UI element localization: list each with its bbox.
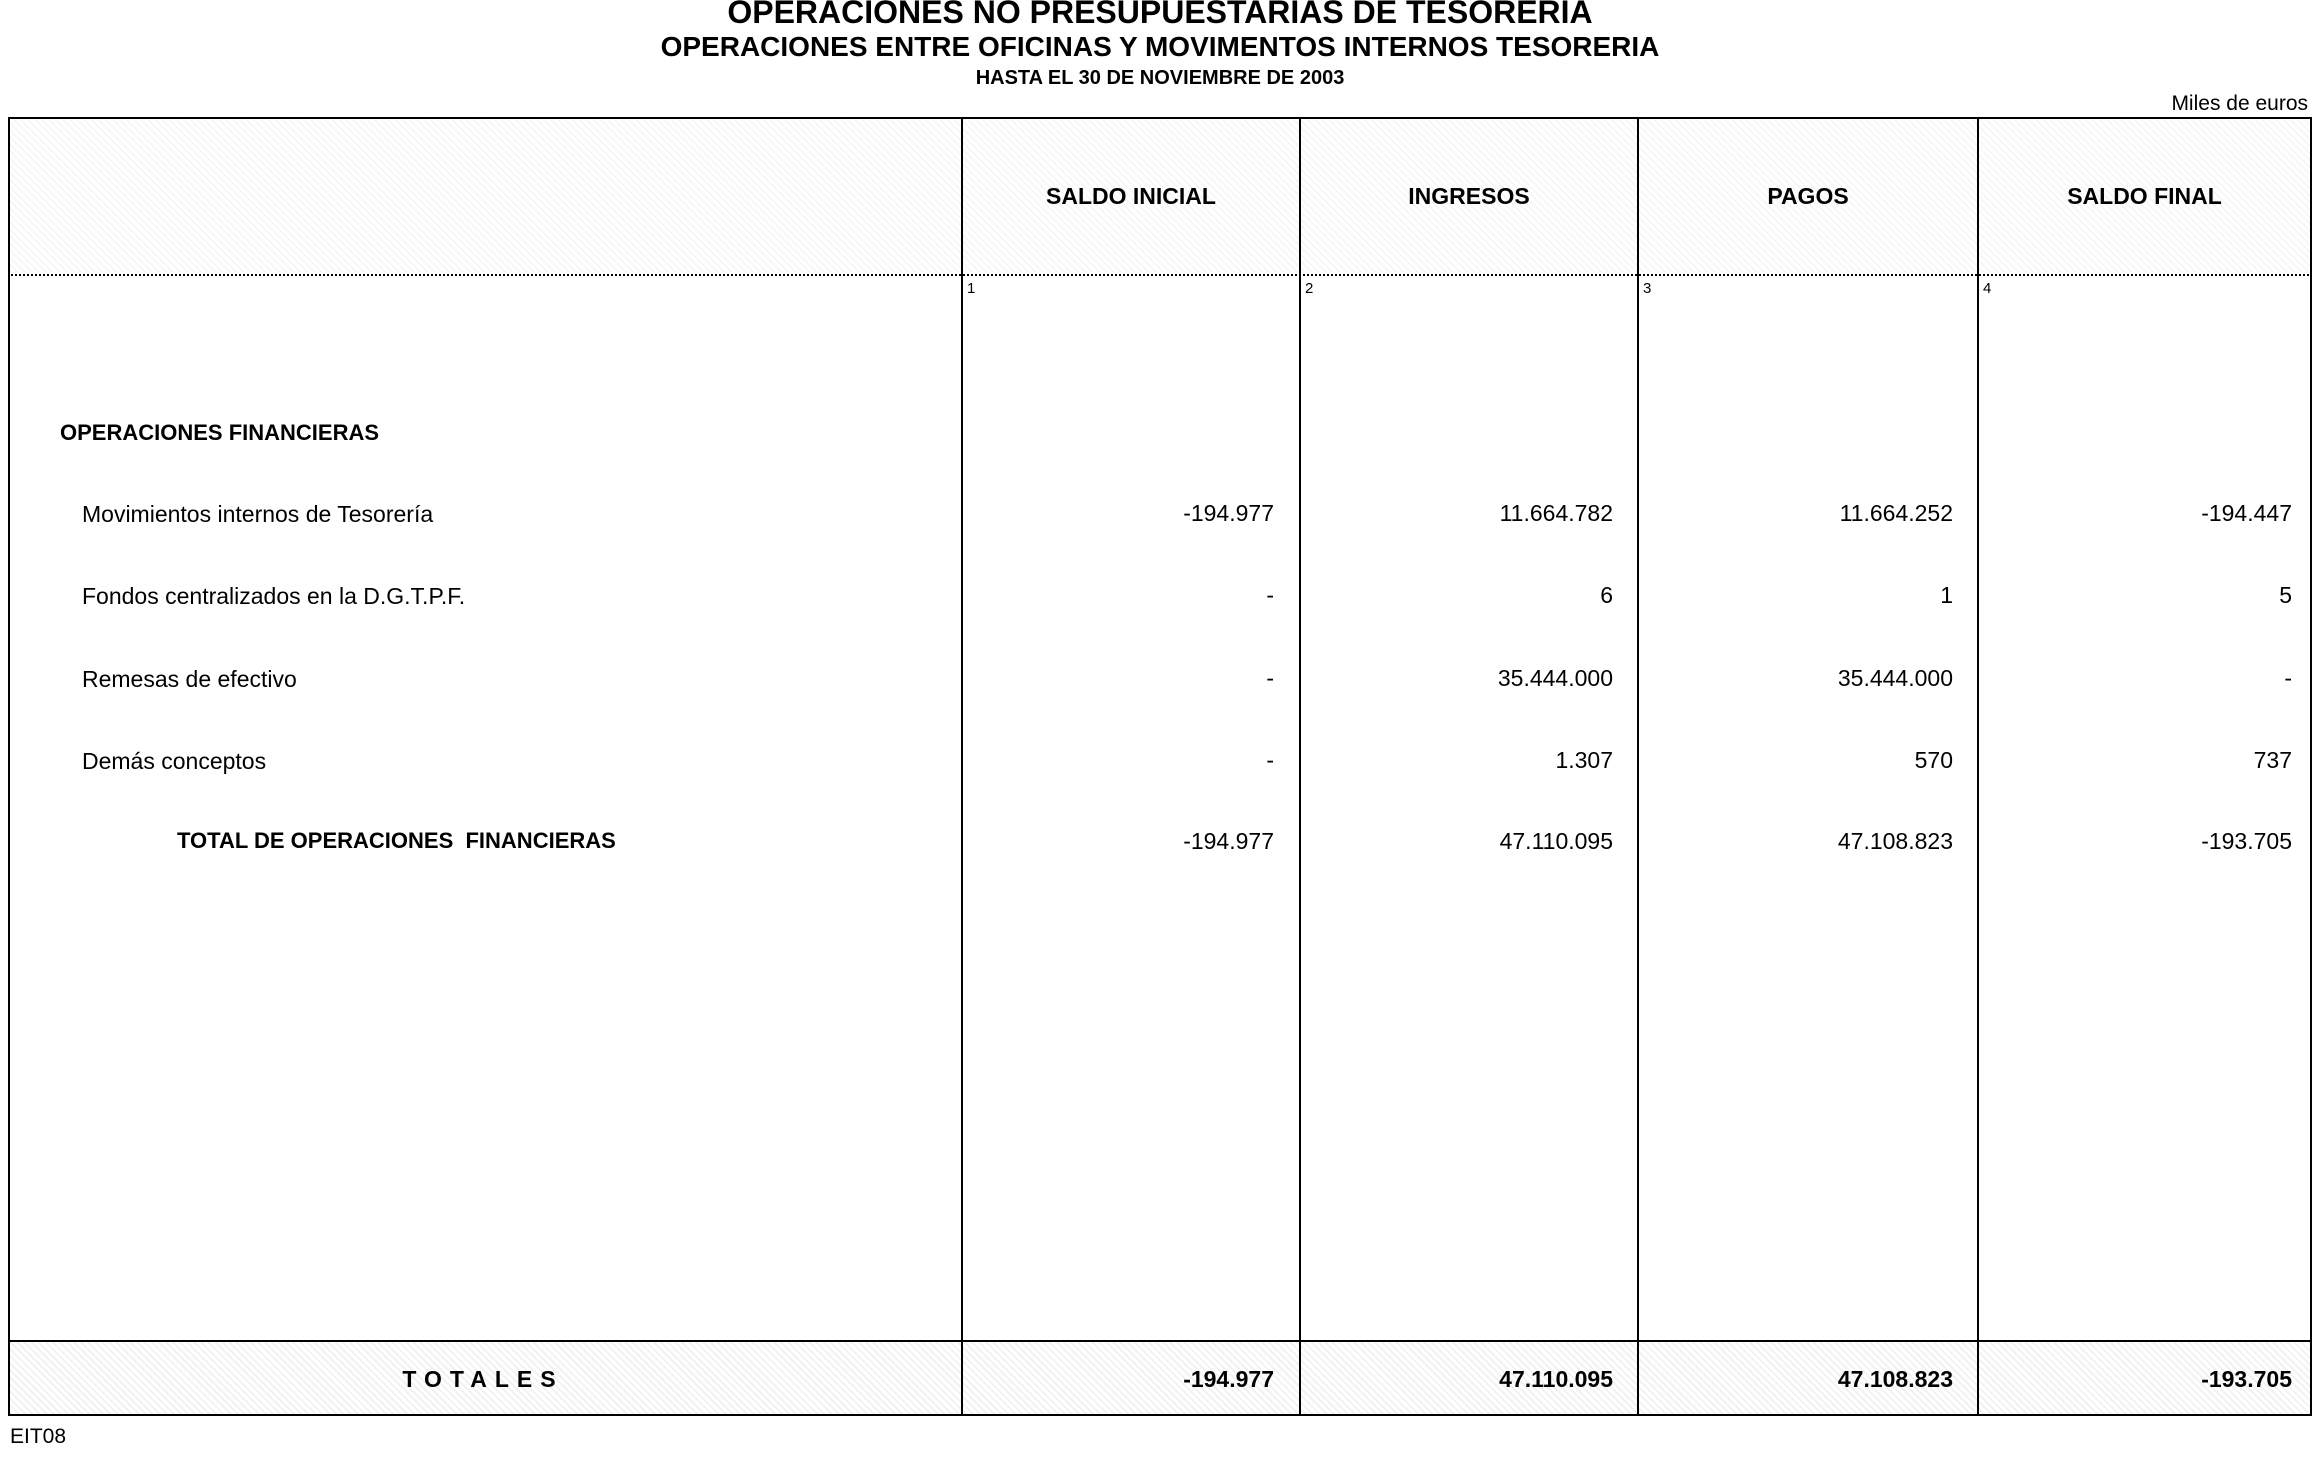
page-subtitle: OPERACIONES ENTRE OFICINAS Y MOVIMENTOS INTERNOS TESORERIA [660,31,1660,62]
column-divider [1299,117,1301,1416]
units-label: Miles de euros [2171,92,2308,115]
row-value: -194.977 [1183,500,1274,526]
subtotal-label: TOTAL DE OPERACIONES FINANCIERAS [177,828,616,853]
totals-value: -194.977 [1183,1366,1274,1392]
column-header-saldo-final: SALDO FINAL [2067,182,2222,209]
row-value: - [1266,665,1274,691]
row-value: 570 [1914,747,1953,773]
subtotal-value: 47.110.095 [1499,828,1613,854]
row-value: 1 [1940,582,1953,608]
document-code: EIT08 [10,1425,67,1448]
totals-value: -193.705 [2201,1366,2292,1392]
row-value: -194.447 [2201,500,2292,526]
column-number: 4 [1983,280,1992,297]
column-divider [961,117,963,1416]
row-value: 11.664.252 [1839,500,1953,526]
column-number: 3 [1643,280,1652,297]
row-value: - [1266,582,1274,608]
row-label: Remesas de efectivo [82,666,297,692]
column-number: 1 [967,280,976,297]
row-value: - [2284,665,2292,691]
row-label: Fondos centralizados en la D.G.T.P.F. [82,583,466,609]
totals-label: TOTALES [402,1366,564,1392]
column-divider [1637,117,1639,1416]
section-title: OPERACIONES FINANCIERAS [60,420,380,445]
column-divider [1977,117,1979,1416]
totals-value: 47.108.823 [1837,1366,1953,1392]
row-value: 35.444.000 [1837,665,1953,691]
row-label: Demás conceptos [82,748,267,774]
row-value: 35.444.000 [1497,665,1613,691]
row-value: 6 [1600,582,1613,608]
totals-value: 47.110.095 [1499,1366,1613,1392]
column-number: 2 [1305,280,1314,297]
subtotal-value: 47.108.823 [1837,828,1953,854]
row-value: 737 [2253,747,2292,773]
row-value: 5 [2279,582,2292,608]
row-value: 1.307 [1555,747,1613,773]
totals-separator [8,1340,2312,1342]
row-value: 11.664.782 [1499,500,1613,526]
column-header-ingresos: INGRESOS [1408,182,1530,209]
subtotal-value: -194.977 [1183,828,1274,854]
page-title: OPERACIONES NO PRESUPUESTARIAS DE TESORERIA [727,0,1593,30]
row-label: Movimientos internos de Tesorería [82,501,434,527]
row-value: - [1266,747,1274,773]
subtotal-value: -193.705 [2201,828,2292,854]
column-header-saldo-inicial: SALDO INICIAL [1046,182,1216,209]
report-period: HASTA EL 30 DE NOVIEMBRE DE 2003 [975,67,1345,89]
column-header-pagos: PAGOS [1767,182,1849,209]
